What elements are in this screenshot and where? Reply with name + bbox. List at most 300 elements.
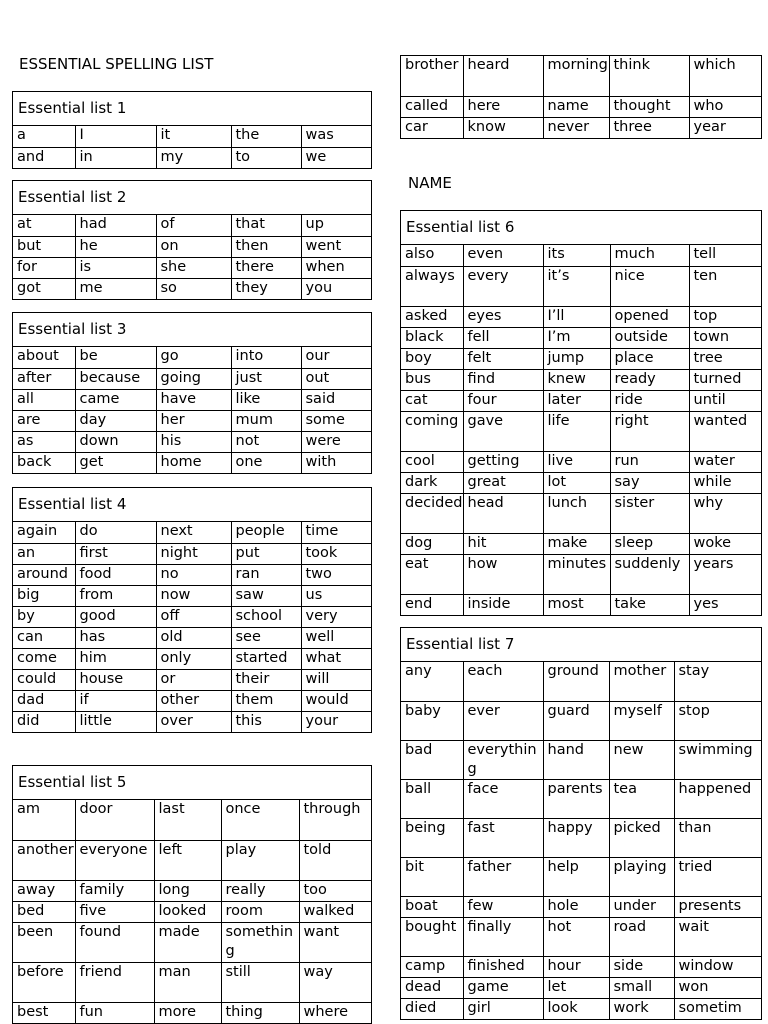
word-cell: at [13,215,75,236]
word-cell: over [156,711,231,732]
word-cell: asked [401,306,463,327]
word-cell: look [543,998,609,1019]
word-cell: brother [401,56,463,96]
word-cell: never [543,117,609,138]
word-cell: told [299,840,371,880]
word-cell: went [301,236,371,257]
name-label: NAME [408,174,452,192]
word-cell: me [75,278,156,299]
word-cell: mum [231,410,301,431]
word-cell: one [231,452,301,473]
word-cell: little [75,711,156,732]
word-cell: four [463,390,543,411]
word-cell: minutes [543,554,610,594]
table-row [13,669,371,690]
word-cell: knew [543,369,610,390]
list-title: Essential list 6 [401,211,761,245]
word-cell: ball [401,779,463,818]
essential-list-3 [12,312,372,474]
word-cell: coming [401,411,463,451]
word-cell: best [13,1002,75,1023]
word-cell: again [13,522,75,543]
word-cell: or [156,669,231,690]
word-cell: like [231,389,301,410]
word-cell: more [154,1002,221,1023]
word-table [401,662,761,1019]
word-cell: presents [674,896,761,917]
table-row [401,493,761,533]
word-cell: put [231,543,301,564]
word-cell: help [543,857,609,896]
table-row [401,411,761,451]
word-table [13,215,371,299]
page-title: ESSENTIAL SPELLING LIST [19,55,214,73]
word-cell: got [13,278,75,299]
word-cell: way [299,962,371,1002]
word-cell: cool [401,451,463,472]
word-cell: game [463,977,543,998]
word-cell: only [156,648,231,669]
word-cell: it [156,126,231,147]
table-row [13,627,371,648]
word-cell: I [75,126,156,147]
word-cell: why [689,493,761,533]
word-cell: to [231,147,301,168]
table-row [401,662,761,701]
word-cell: black [401,327,463,348]
word-cell: said [301,389,371,410]
word-cell: think [609,56,689,96]
table-row [13,962,371,1002]
word-cell: when [301,257,371,278]
word-cell: it’s [543,266,610,306]
word-cell: nice [610,266,689,306]
table-row [401,451,761,472]
word-table [401,56,761,138]
word-cell: looked [154,901,221,922]
word-cell: did [13,711,75,732]
word-cell: guard [543,701,609,740]
word-cell: under [609,896,674,917]
word-cell: its [543,245,610,266]
word-cell: car [401,117,463,138]
word-cell: later [543,390,610,411]
word-cell: their [231,669,301,690]
word-cell: was [301,126,371,147]
word-cell: an [13,543,75,564]
word-cell: your [305,712,339,729]
word-cell: another [13,840,75,880]
list-title: Essential list 5 [13,766,371,800]
word-table [401,245,761,615]
word-cell: walked [299,901,371,922]
word-cell: about [13,347,75,368]
word-cell: down [75,431,156,452]
list-title: Essential list 7 [401,628,761,662]
word-cell: boy [401,348,463,369]
word-cell: than [674,818,761,857]
word-cell: any [401,662,463,701]
word-cell: they [231,278,301,299]
word-cell: bad [401,740,463,779]
word-cell: with [305,453,337,470]
word-cell: long [154,880,221,901]
word-cell: just [231,368,301,389]
word-cell: every [463,266,543,306]
word-cell: be [75,347,156,368]
word-cell: would [301,690,371,711]
word-cell: road [609,917,674,956]
word-cell: them [231,690,301,711]
word-cell: top [689,306,761,327]
word-cell: started [231,648,301,669]
word-cell: three [609,117,689,138]
word-cell: say [610,472,689,493]
word-cell: man [154,962,221,1002]
word-cell: still [221,962,299,1002]
word-cell: big [13,585,75,606]
word-cell: suddenly [610,554,689,594]
word-cell: which [689,56,761,96]
table-row [401,245,761,266]
word-cell: saw [231,585,301,606]
word-cell: make [543,533,610,554]
table-row [401,327,761,348]
word-cell: how [463,554,543,594]
word-cell: some [301,410,371,431]
word-cell: had [75,215,156,236]
word-cell: her [156,410,231,431]
word-cell: so [156,278,231,299]
word-cell: home [156,452,231,473]
word-cell: take [610,594,689,615]
word-cell: time [301,522,371,543]
word-cell: work [609,998,674,1019]
word-cell: hot [543,917,609,956]
word-cell: sleep [610,533,689,554]
word-cell: life [543,411,610,451]
word-cell: am [13,800,75,840]
word-cell: this [231,711,301,732]
word-cell: dead [401,977,463,998]
word-cell: were [301,431,371,452]
word-cell: father [463,857,543,896]
word-cell: outside [610,327,689,348]
word-cell: well [301,627,371,648]
word-cell: been [13,922,75,962]
word-cell: bought [401,917,463,956]
word-cell: woke [689,533,761,554]
word-cell: finally [463,917,543,956]
word-cell: finished [463,956,543,977]
essential-list-6 [400,210,762,616]
word-cell: too [299,880,371,901]
word-cell: want [299,922,371,962]
word-cell: I’ll [543,306,610,327]
table-row [401,857,761,896]
word-cell: our [301,347,371,368]
word-cell: friend [75,962,154,1002]
word-cell: few [463,896,543,917]
word-cell: off [156,606,231,627]
word-cell: bed [13,901,75,922]
word-cell: run [610,451,689,472]
table-row [401,977,761,998]
word-cell: let [543,977,609,998]
table-row [401,956,761,977]
word-cell: if [75,690,156,711]
word-cell: what [301,648,371,669]
table-row [13,147,371,168]
word-cell: everything [463,740,543,779]
table-row [13,257,371,278]
word-cell: opened [610,306,689,327]
list-title: Essential list 4 [13,488,371,522]
word-cell: right [610,411,689,451]
table-row [13,410,371,431]
word-cell: end [401,594,463,615]
word-cell: live [543,451,610,472]
word-cell: fell [463,327,543,348]
word-cell: inside [463,594,543,615]
word-cell: then [231,236,301,257]
word-cell: new [609,740,674,779]
table-row [13,1002,371,1023]
word-cell: found [75,922,154,962]
table-row [13,431,371,452]
word-cell: room [221,901,299,922]
table-row [13,522,371,543]
table-row [13,389,371,410]
word-cell: could [13,669,75,690]
word-cell: other [156,690,231,711]
essential-list-2 [12,180,372,300]
word-cell: by [13,606,75,627]
table-row [13,606,371,627]
word-cell: ground [543,662,609,701]
word-cell: picked [609,818,674,857]
word-cell: stop [674,701,761,740]
word-cell: town [689,327,761,348]
word-cell: wanted [689,411,761,451]
word-cell: hit [463,533,543,554]
word-cell: know [463,117,543,138]
word-cell: bit [401,857,463,896]
word-cell: door [75,800,154,840]
word-cell: something [221,922,299,962]
word-cell: before [13,962,75,1002]
word-cell: dog [401,533,463,554]
word-cell: play [221,840,299,880]
word-cell: she [156,257,231,278]
word-cell: has [75,627,156,648]
word-cell: up [301,215,371,236]
word-cell: everyone [75,840,154,880]
table-row [401,701,761,740]
word-cell: first [75,543,156,564]
word-cell: girl [463,998,543,1019]
word-cell: side [609,956,674,977]
word-cell: great [463,472,543,493]
word-cell: are [13,410,75,431]
word-cell: year [693,118,726,135]
word-cell: the [231,126,301,147]
table-row [401,896,761,917]
word-cell: ready [610,369,689,390]
word-cell: as [13,431,75,452]
table-row [13,901,371,922]
word-cell: tea [609,779,674,818]
word-cell: no [156,564,231,585]
word-cell: place [610,348,689,369]
word-cell: of [156,215,231,236]
word-cell: face [463,779,543,818]
table-row [13,543,371,564]
word-cell: once [221,800,299,840]
word-cell: eyes [463,306,543,327]
word-cell: two [301,564,371,585]
word-cell: you [305,279,333,296]
word-cell: ran [231,564,301,585]
word-cell: also [401,245,463,266]
word-cell: hole [543,896,609,917]
word-cell: away [13,880,75,901]
table-row [401,306,761,327]
word-cell: mother [609,662,674,701]
word-cell: even [463,245,543,266]
word-cell: us [301,585,371,606]
table-row [13,648,371,669]
word-cell: came [75,389,156,410]
word-cell: family [75,880,154,901]
word-cell: not [231,431,301,452]
essential-list-1 [12,91,372,169]
word-cell: come [13,648,75,669]
word-cell: stay [674,662,761,701]
table-row [401,818,761,857]
table-row [13,840,371,880]
table-row [401,96,761,117]
table-row [13,347,371,368]
table-row [401,369,761,390]
word-cell: took [301,543,371,564]
word-cell: small [609,977,674,998]
word-table [13,522,371,732]
word-cell: ten [689,266,761,306]
word-cell: water [689,451,761,472]
word-cell: will [301,669,371,690]
word-cell: called [401,96,463,117]
table-row [13,880,371,901]
word-table [13,347,371,473]
table-row [401,56,761,96]
word-cell: eat [401,554,463,594]
table-row [401,554,761,594]
word-cell: we [305,148,327,165]
table-row [13,922,371,962]
table-row [13,236,371,257]
word-cell: my [156,147,231,168]
word-cell: him [75,648,156,669]
word-cell: old [156,627,231,648]
word-cell: died [401,998,463,1019]
word-cell: camp [401,956,463,977]
word-cell: people [231,522,301,543]
word-cell: back [13,452,75,473]
word-cell: where [303,1003,349,1020]
word-cell: dark [401,472,463,493]
word-table [13,800,371,1023]
word-cell: turned [689,369,761,390]
word-cell: find [463,369,543,390]
word-cell: thing [221,1002,299,1023]
word-cell: who [689,96,761,117]
word-cell: food [75,564,156,585]
word-cell: happened [674,779,761,818]
word-cell: next [156,522,231,543]
word-cell: bus [401,369,463,390]
word-cell: won [674,977,761,998]
word-cell: do [75,522,156,543]
word-cell: wait [674,917,761,956]
word-cell: much [610,245,689,266]
word-cell: for [13,257,75,278]
table-row [401,348,761,369]
word-cell: playing [609,857,674,896]
word-cell: myself [609,701,674,740]
word-cell: dad [13,690,75,711]
table-row [13,711,371,732]
word-cell: on [156,236,231,257]
word-cell: yes [693,595,719,612]
table-row [13,585,371,606]
word-cell: school [231,606,301,627]
list-title: Essential list 3 [13,313,371,347]
word-cell: from [75,585,156,606]
word-cell: fast [463,818,543,857]
word-table [13,126,371,168]
word-cell: around [13,564,75,585]
word-cell: tree [689,348,761,369]
word-cell: most [543,594,610,615]
word-cell: out [301,368,371,389]
table-row [401,472,761,493]
word-cell: boat [401,896,463,917]
table-row [13,215,371,236]
table-row [401,533,761,554]
word-cell: into [231,347,301,368]
word-cell: all [13,389,75,410]
word-cell: that [231,215,301,236]
word-cell: go [156,347,231,368]
word-cell: happy [543,818,609,857]
word-cell: fun [75,1002,154,1023]
word-cell: getting [463,451,543,472]
essential-list-7 [400,627,762,1020]
word-cell: lot [543,472,610,493]
word-cell: ride [610,390,689,411]
word-cell: left [154,840,221,880]
list-title: Essential list 1 [13,92,371,126]
word-cell: now [156,585,231,606]
word-cell: made [154,922,221,962]
word-cell: hand [543,740,609,779]
word-cell: sometim [678,999,742,1016]
word-cell: night [156,543,231,564]
word-cell: house [75,669,156,690]
essential-list-4 [12,487,372,733]
word-cell: very [301,606,371,627]
